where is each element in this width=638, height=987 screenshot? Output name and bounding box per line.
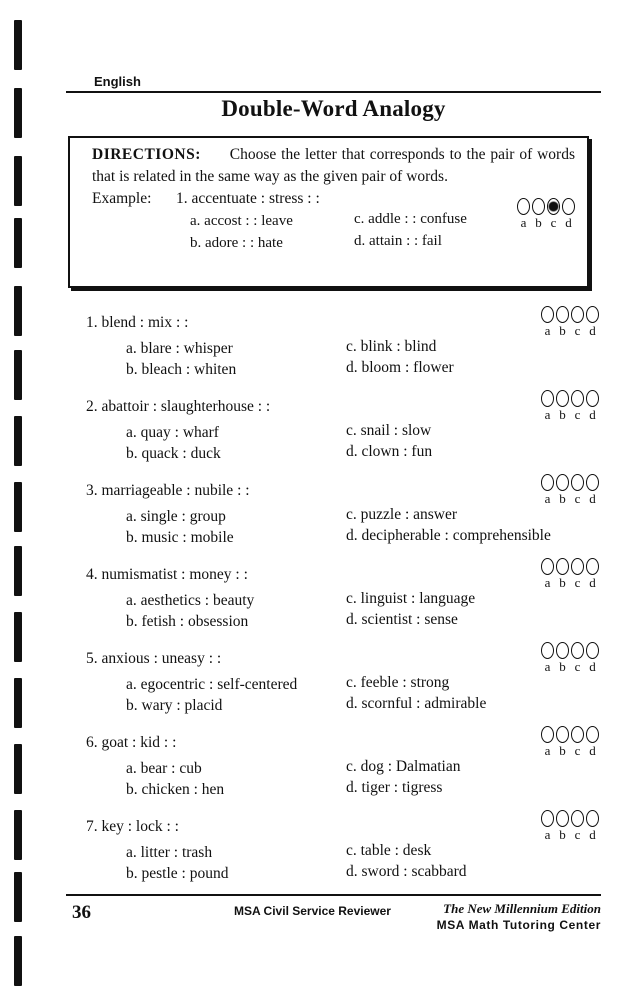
bubble-letter: d (589, 827, 596, 842)
bubble-letter: a (544, 659, 551, 674)
binding-hole (14, 872, 22, 922)
binding-hole (14, 350, 22, 400)
answer-bubble-a[interactable] (517, 198, 530, 215)
option-a: a. quay : wharf (126, 424, 219, 441)
answer-bubble-a[interactable] (541, 726, 554, 743)
bubble-letter: d (589, 743, 596, 758)
page-number: 36 (72, 902, 91, 923)
bubble-letter: a (544, 827, 551, 842)
option-d: d. tiger : tigress (346, 779, 443, 796)
answer-bubble-d[interactable] (586, 810, 599, 827)
option-a: a. litter : trash (126, 844, 213, 861)
option-d: d. decipherable : comprehensible (346, 527, 551, 544)
directions-body: Choose the letter that corresponds to the pair of words that is related in the same way as the given pair of words. (92, 146, 575, 185)
bubble-letter: c (574, 659, 581, 674)
bubble-letter: a (544, 575, 551, 590)
answer-bubbles (541, 726, 599, 757)
question-stem: 4. numismatist : money : : (86, 566, 248, 583)
option-b: b. quack : duck (126, 445, 221, 462)
bubble-letter: c (574, 407, 581, 422)
bubble-letter: c (574, 743, 581, 758)
example-row (92, 188, 575, 210)
binding-hole (14, 744, 22, 794)
section-header: English (94, 74, 141, 89)
answer-bubble-c[interactable] (571, 810, 584, 827)
answer-bubble-b[interactable] (556, 642, 569, 659)
option-c: c. puzzle : answer (346, 506, 458, 523)
bubble-letter: a (544, 491, 551, 506)
page (66, 0, 601, 987)
question-item (66, 810, 601, 890)
example-label: Example: (92, 190, 152, 207)
bubble-letter: b (559, 743, 566, 758)
example-option-a: a. accost : : leave (190, 213, 293, 229)
answer-bubble-b[interactable] (556, 474, 569, 491)
bubble-letter: d (589, 575, 596, 590)
option-d: d. sword : scabbard (346, 863, 467, 880)
answer-bubble-b[interactable] (556, 390, 569, 407)
bubble-letter: a (544, 323, 551, 338)
option-b: b. fetish : obsession (126, 613, 249, 630)
page-title: Double-Word Analogy (221, 96, 446, 121)
binding-hole (14, 286, 22, 336)
binding-hole (14, 156, 22, 206)
answer-bubble-c-filled[interactable] (547, 198, 560, 215)
bubble-letter: b (559, 407, 566, 422)
answer-bubble-a[interactable] (541, 558, 554, 575)
answer-bubble-d[interactable] (586, 558, 599, 575)
option-c: c. snail : slow (346, 422, 432, 439)
binding-hole (14, 546, 22, 596)
bubble-letter: c (550, 215, 557, 230)
edition-label: The New Millennium Edition (443, 901, 601, 916)
answer-bubble-a[interactable] (541, 810, 554, 827)
question-stem: 1. blend : mix : : (86, 314, 189, 331)
directions-text (92, 144, 575, 188)
bubble-letter: d (589, 407, 596, 422)
example-stem: 1. accentuate : stress : : (176, 190, 320, 207)
bubble-letter: b (559, 827, 566, 842)
option-b: b. chicken : hen (126, 781, 225, 798)
answer-bubble-b[interactable] (532, 198, 545, 215)
option-c: c. table : desk (346, 842, 432, 859)
question-item (66, 306, 601, 386)
answer-bubble-c[interactable] (571, 390, 584, 407)
option-c: c. linguist : language (346, 590, 476, 607)
option-a: a. egocentric : self-centered (126, 676, 298, 693)
answer-bubbles (541, 810, 599, 841)
bubble-letter: b (559, 323, 566, 338)
answer-bubble-c[interactable] (571, 474, 584, 491)
option-a: a. bear : cub (126, 760, 202, 777)
answer-bubble-b[interactable] (556, 306, 569, 323)
option-d: d. bloom : flower (346, 359, 454, 376)
binding-hole (14, 612, 22, 662)
binding-hole (14, 88, 22, 138)
bubble-letter: a (544, 407, 551, 422)
answer-bubble-d[interactable] (586, 726, 599, 743)
question-stem: 5. anxious : uneasy : : (86, 650, 222, 667)
question-stem: 2. abattoir : slaughterhouse : : (86, 398, 271, 415)
answer-bubbles (541, 474, 599, 505)
answer-bubble-c[interactable] (571, 642, 584, 659)
bubble-letter: c (574, 323, 581, 338)
question-item (66, 642, 601, 722)
answer-bubble-c[interactable] (571, 726, 584, 743)
example-options (92, 210, 575, 254)
answer-bubble-b[interactable] (556, 810, 569, 827)
option-b: b. wary : placid (126, 697, 223, 714)
option-d: d. clown : fun (346, 443, 433, 460)
option-a: a. single : group (126, 508, 226, 525)
bubble-letter: b (559, 575, 566, 590)
answer-bubble-d[interactable] (562, 198, 575, 215)
option-a: a. aesthetics : beauty (126, 592, 255, 609)
answer-bubble-a[interactable] (541, 306, 554, 323)
answer-bubble-a[interactable] (541, 390, 554, 407)
binding-hole (14, 678, 22, 728)
header-rule (66, 91, 601, 93)
option-a: a. blare : whisper (126, 340, 233, 357)
option-d: d. scornful : admirable (346, 695, 487, 712)
option-d: d. scientist : sense (346, 611, 458, 628)
answer-bubble-b[interactable] (556, 558, 569, 575)
question-stem: 6. goat : kid : : (86, 734, 177, 751)
bubble-letter: d (589, 659, 596, 674)
option-c: c. blink : blind (346, 338, 437, 355)
publisher-label: MSA Math Tutoring Center (436, 918, 601, 932)
answer-bubble-b[interactable] (556, 726, 569, 743)
question-stem: 7. key : lock : : (86, 818, 179, 835)
directions-box (68, 136, 589, 288)
question-item (66, 726, 601, 806)
answer-bubble-a[interactable] (541, 642, 554, 659)
directions-label: DIRECTIONS: (92, 146, 201, 163)
binding-hole (14, 482, 22, 532)
binding-hole (14, 810, 22, 860)
bubble-letter: d (589, 491, 596, 506)
option-c: c. feeble : strong (346, 674, 450, 691)
binding-hole (14, 20, 22, 70)
bubble-letter: c (574, 575, 581, 590)
bubble-letter: b (559, 491, 566, 506)
answer-bubble-d[interactable] (586, 474, 599, 491)
answer-bubble-d[interactable] (586, 306, 599, 323)
answer-bubble-c[interactable] (571, 306, 584, 323)
bubble-letter: c (574, 491, 581, 506)
example-answer-bubbles (517, 198, 575, 229)
bubble-letter: d (589, 323, 596, 338)
bubble-letter: a (544, 743, 551, 758)
bubble-letter: b (535, 215, 542, 230)
question-item (66, 558, 601, 638)
question-item (66, 474, 601, 554)
answer-bubbles (541, 558, 599, 589)
option-c: c. dog : Dalmatian (346, 758, 461, 775)
binding-hole (14, 218, 22, 268)
example-option-b: b. adore : : hate (190, 235, 283, 251)
answer-bubble-c[interactable] (571, 558, 584, 575)
question-stem: 3. marriageable : nubile : : (86, 482, 250, 499)
option-b: b. pestle : pound (126, 865, 229, 882)
answer-bubbles (541, 306, 599, 337)
spiral-binding (10, 0, 30, 987)
option-b: b. music : mobile (126, 529, 234, 546)
answer-bubble-a[interactable] (541, 474, 554, 491)
example-option-c: c. addle : : confuse (354, 211, 467, 227)
bubble-letter: a (520, 215, 527, 230)
book-title: MSA Civil Service Reviewer (234, 904, 391, 918)
example-option-d: d. attain : : fail (354, 233, 442, 249)
binding-hole (14, 416, 22, 466)
answer-bubbles (541, 642, 599, 673)
footer-rule (66, 894, 601, 896)
bubble-letter: c (574, 827, 581, 842)
binding-hole (14, 936, 22, 986)
answer-bubble-d[interactable] (586, 642, 599, 659)
answer-bubble-d[interactable] (586, 390, 599, 407)
option-b: b. bleach : whiten (126, 361, 237, 378)
bubble-letter: b (559, 659, 566, 674)
question-item (66, 390, 601, 470)
answer-bubbles (541, 390, 599, 421)
bubble-letter: d (565, 215, 572, 230)
